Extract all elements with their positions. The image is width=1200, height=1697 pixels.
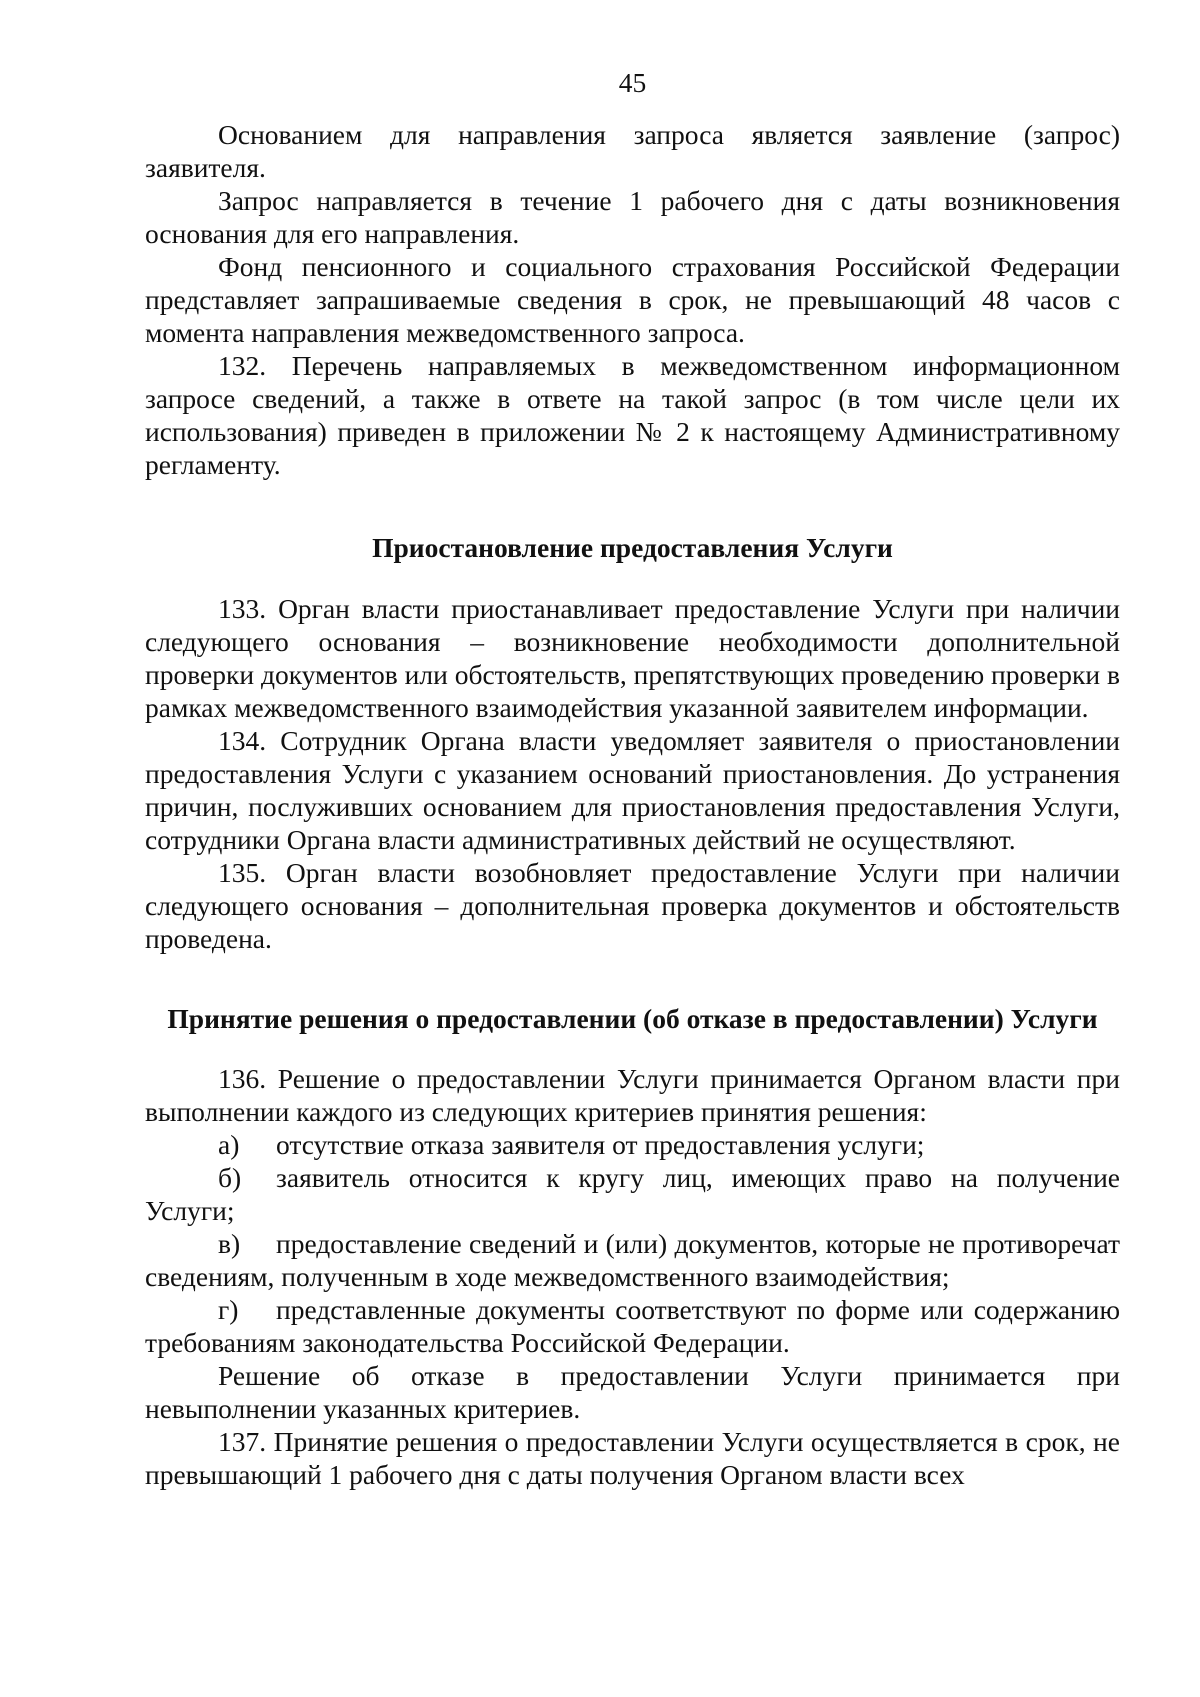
paragraph-refusal: Решение об отказе в предоставлении Услуги принимается при невыполнении указанных критериев. bbox=[145, 1360, 1120, 1424]
paragraph-136: 136. Решение о предоставлении Услуги принимается Органом власти при выполнении каждого из следующих критериев принятия решения: bbox=[145, 1063, 1120, 1127]
criterion-marker: а) bbox=[218, 1129, 240, 1160]
criterion-v bbox=[145, 1227, 1120, 1293]
criterion-marker: в) bbox=[218, 1228, 241, 1259]
paragraph-pension-fund: Фонд пенсионного и социального страхования Российской Федерации представляет запрашиваемые сведения в срок, не превышающий 48 часов с момента направления межведомственного запроса. bbox=[145, 251, 1120, 348]
paragraph-133: 133. Орган власти приостанавливает предоставление Услуги при наличии следующего основания – возникновение необходимости дополнительной проверки документов или обстоятельств, препятствующих проведению проверки в рамках межведомственного взаимодействия указанной заявителем информации. bbox=[145, 593, 1120, 723]
paragraph-137: 137. Принятие решения о предоставлении Услуги осуществляется в срок, не превышающий 1 рабочего дня с даты получения Органом власти всех bbox=[145, 1426, 1120, 1490]
criterion-b bbox=[145, 1161, 1120, 1227]
heading-decision: Принятие решения о предоставлении (об отказе в предоставлении) Услуги bbox=[167, 1003, 1098, 1034]
page-number: 45 bbox=[618, 67, 647, 98]
criterion-g bbox=[145, 1293, 1120, 1359]
criterion-text: заявитель относится к кругу лиц, имеющих право на получение Услуги; bbox=[145, 1162, 1120, 1226]
criterion-text: предоставление сведений и (или) документов, которые не противоречат сведениям, полученным в ходе межведомственного взаимодействия; bbox=[145, 1228, 1120, 1292]
paragraph-request-deadline: Запрос направляется в течение 1 рабочего дня с даты возникновения основания для его направления. bbox=[145, 185, 1120, 249]
paragraph-135: 135. Орган власти возобновляет предоставление Услуги при наличии следующего основания – дополнительная проверка документов и обстоятельств проведена. bbox=[145, 857, 1120, 954]
paragraph-134: 134. Сотрудник Органа власти уведомляет заявителя о приостановлении предоставления Услуги с указанием оснований приостановления. До устранения причин, послуживших основанием для приостановления предоставления Услуги, сотрудники Органа власти административных действий не осуществляют. bbox=[145, 725, 1120, 855]
document-page bbox=[145, 66, 1120, 1491]
criterion-text: отсутствие отказа заявителя от предоставления услуги; bbox=[276, 1129, 925, 1160]
criterion-text: представленные документы соответствуют по форме или содержанию требованиям законодательства Российской Федерации. bbox=[145, 1294, 1120, 1358]
criterion-marker: г) bbox=[218, 1294, 239, 1325]
criterion-a bbox=[145, 1128, 1120, 1161]
criterion-marker: б) bbox=[218, 1162, 242, 1193]
heading-suspension: Приостановление предоставления Услуги bbox=[372, 532, 893, 563]
paragraph-132: 132. Перечень направляемых в межведомственном информационном запросе сведений, а также в ответе на такой запрос (в том числе цели их использования) приведен в приложении № 2 к настоящему Административному регламенту. bbox=[145, 350, 1120, 480]
paragraph-basis: Основанием для направления запроса является заявление (запрос) заявителя. bbox=[145, 119, 1120, 183]
